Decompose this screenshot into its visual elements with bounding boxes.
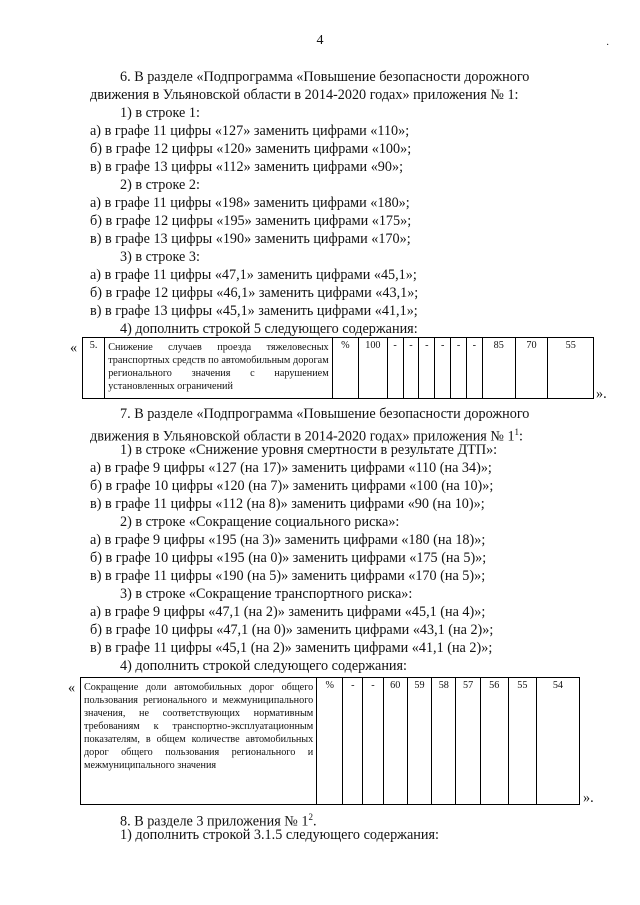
paragraph-line: а) в графе 9 цифры «127 (на 17)» заменить цифрами «110 (на 34)»; [90,460,492,476]
value-cell: 60 [383,678,407,805]
value-cell: 55 [548,338,594,399]
paragraph-line: движения в Ульяновской области в 2014-2020 годах» приложения № 1: [90,87,519,103]
paragraph-line: 6. В разделе «Подпрограмма «Повышение безопасности дорожного [120,69,530,85]
value-cell: - [466,338,482,399]
paragraph-line: 7. В разделе «Подпрограмма «Повышение безопасности дорожного [120,406,530,422]
value-cell: - [387,338,403,399]
inserted-row-table [82,337,594,399]
paragraph-line: а) в графе 9 цифры «47,1 (на 2)» заменить цифрами «45,1 (на 4)»; [90,604,486,620]
paragraph-line: в) в графе 11 цифры «112 (на 8)» заменить цифрами «90 (на 10)»; [90,496,485,512]
paragraph-line: в) в графе 13 цифры «45,1» заменить цифрами «41,1»; [90,303,418,319]
value-cell: - [419,338,435,399]
row-description: Сокращение доли автомобильных дорог общего пользования регионального и межмуниципального значения, не соответствующих нормативным требованиям к транспортно-эксплуатационным показателям, в общем количестве автомобильных дорог общего пользования регионального и межмуниципального значения [81,678,317,805]
value-cell: - [363,678,383,805]
paragraph-line: 2) в строке «Сокращение социального риска»: [120,514,400,530]
paragraph-line: а) в графе 9 цифры «195 (на 3)» заменить цифрами «180 (на 18)»; [90,532,486,548]
value-cell: 57 [456,678,480,805]
unit-cell: % [332,338,358,399]
value-cell: 100 [359,338,388,399]
paragraph-line: а) в графе 11 цифры «127» заменить цифрами «110»; [90,123,410,139]
row-description: Снижение случаев проезда тяжеловесных транспортных средств по автомобильным дорогам регионального значения с нарушением установленных ограничений [105,338,332,399]
unit-cell: % [317,678,343,805]
paragraph-line: в) в графе 13 цифры «190» заменить цифрами «170»; [90,231,411,247]
paragraph-line: 3) в строке «Сокращение транспортного риска»: [120,586,413,602]
paragraph-line: движения в Ульяновской области в 2014-2020 годах» приложения № $1^1$: [90,427,523,445]
value-cell: 59 [407,678,431,805]
value-cell: - [343,678,363,805]
open-quote: « [70,340,78,356]
page-number: 4 [316,33,324,48]
value-cell: 70 [515,338,548,399]
value-cell: - [435,338,451,399]
close-quote: ». [596,386,607,402]
value-cell: 55 [508,678,536,805]
corner-mark: · [606,40,610,51]
paragraph-line: а) в графе 11 цифры «47,1» заменить цифрами «45,1»; [90,267,417,283]
paragraph-line: 2) в строке 2: [120,177,200,193]
paragraph-line: б) в графе 12 цифры «120» заменить цифрами «100»; [90,141,412,157]
paragraph-line: б) в графе 12 цифры «46,1» заменить цифрами «43,1»; [90,285,419,301]
value-cell: - [451,338,467,399]
close-quote: ». [583,790,594,806]
paragraph-line: б) в графе 10 цифры «195 (на 0)» заменить цифрами «175 (на 5)»; [90,550,487,566]
paragraph-line: 8. В разделе 3 приложения № $1^2$. [120,812,317,830]
open-quote: « [68,680,76,696]
paragraph-line: 3) в строке 3: [120,249,200,265]
paragraph-line: 1) в строке «Снижение уровня смертности в результате ДТП»: [120,442,498,458]
paragraph-line: 1) дополнить строкой 3.1.5 следующего содержания: [120,827,439,843]
inserted-row-table [80,677,580,805]
paragraph-line: б) в графе 12 цифры «195» заменить цифрами «175»; [90,213,412,229]
paragraph-line: б) в графе 10 цифры «47,1 (на 0)» заменить цифрами «43,1 (на 2)»; [90,622,494,638]
value-cell: 58 [432,678,456,805]
paragraph-line: б) в графе 10 цифры «120 (на 7)» заменить цифрами «100 (на 10)»; [90,478,494,494]
paragraph-line: 4) дополнить строкой 5 следующего содержания: [120,321,418,337]
paragraph-line: 4) дополнить строкой следующего содержания: [120,658,407,674]
value-cell: 54 [536,678,579,805]
paragraph-line: в) в графе 11 цифры «45,1 (на 2)» заменить цифрами «41,1 (на 2)»; [90,640,493,656]
paragraph-line: в) в графе 13 цифры «112» заменить цифрами «90»; [90,159,404,175]
paragraph-line: а) в графе 11 цифры «198» заменить цифрами «180»; [90,195,410,211]
value-cell: - [403,338,419,399]
row-number: 5. [83,338,105,399]
paragraph-line: в) в графе 11 цифры «190 (на 5)» заменить цифрами «170 (на 5)»; [90,568,486,584]
value-cell: 56 [480,678,508,805]
value-cell: 85 [482,338,515,399]
paragraph-line: 1) в строке 1: [120,105,200,121]
